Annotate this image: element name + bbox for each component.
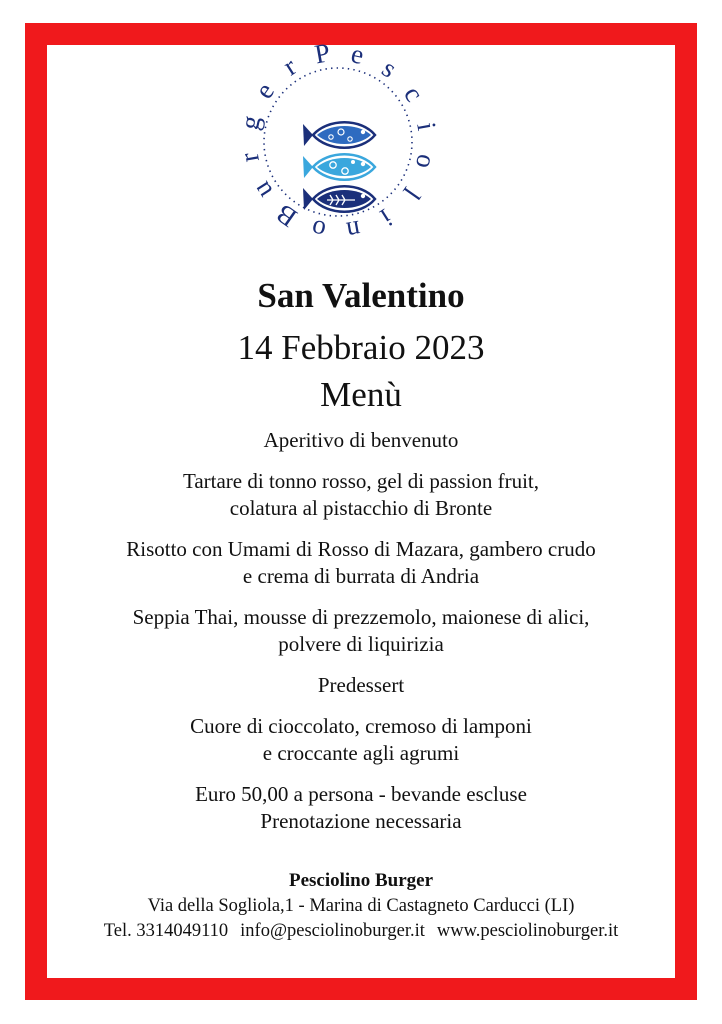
logo-letter: B (270, 198, 303, 234)
logo-letter: n (344, 214, 363, 247)
logo-letter: i (411, 120, 443, 133)
course-line: Cuore di cioccolato, cremoso di lamponi (190, 714, 532, 738)
price-note (0, 781, 722, 835)
logo-letter: o (409, 151, 443, 172)
course-list (0, 427, 722, 849)
logo-letter: s (376, 52, 403, 84)
logo-letter: e (348, 38, 367, 71)
course-item (0, 468, 722, 522)
course-line: polvere di liquirizia (278, 632, 444, 656)
course-item (0, 427, 722, 454)
restaurant-address: Via della Sogliola,1 - Marina di Castagneto Carducci (LI) (147, 896, 575, 916)
email-address: info@pesciolinoburger.it (240, 921, 425, 941)
logo-letter: l (397, 181, 427, 206)
event-date: 14 Febbraio 2023 (237, 328, 485, 367)
menu-heading: Menù (320, 375, 402, 414)
logo-letter: u (245, 176, 279, 205)
fish-bottom-icon (303, 186, 375, 212)
logo-letter: g (233, 112, 267, 133)
logo-letter: c (398, 80, 430, 107)
course-line: Seppia Thai, mousse di prezzemolo, maionese di alici, (132, 605, 590, 629)
logo-letter: i (375, 203, 398, 233)
course-line: e crema di burrata di Andria (242, 564, 480, 588)
pesciolino-burger-logo (233, 32, 443, 262)
reservation-line: Prenotazione necessaria (260, 809, 462, 833)
logo-letter: o (308, 213, 329, 247)
restaurant-name: Pesciolino Burger (288, 870, 434, 891)
contact-line (0, 919, 722, 944)
phone-number: Tel. 3314049110 (103, 921, 229, 941)
course-line: e croccante agli agrumi (262, 741, 460, 765)
course-item (0, 536, 722, 590)
course-item (0, 604, 722, 658)
course-item (0, 672, 722, 699)
fish-top-icon (303, 122, 375, 148)
course-line: Predessert (317, 673, 405, 697)
course-line: Risotto con Umami di Rosso di Mazara, gambero crudo (126, 537, 596, 561)
logo-letter: P (312, 37, 333, 70)
logo-letter: r (233, 150, 265, 165)
course-line: colatura al pistacchio di Bronte (229, 496, 493, 520)
logo-letter: r (277, 51, 302, 82)
event-title: San Valentino (257, 276, 465, 315)
fish-middle-icon (303, 154, 375, 180)
course-line: Tartare di tonno rosso, gel di passion fruit, (182, 469, 540, 493)
course-line: Aperitivo di benvenuto (263, 428, 459, 452)
logo-letter: e (248, 76, 281, 104)
footer (0, 868, 722, 944)
website-link: www.pesciolinoburger.it (436, 921, 619, 941)
price-line: Euro 50,00 a persona - bevande escluse (195, 782, 527, 806)
course-item (0, 713, 722, 767)
